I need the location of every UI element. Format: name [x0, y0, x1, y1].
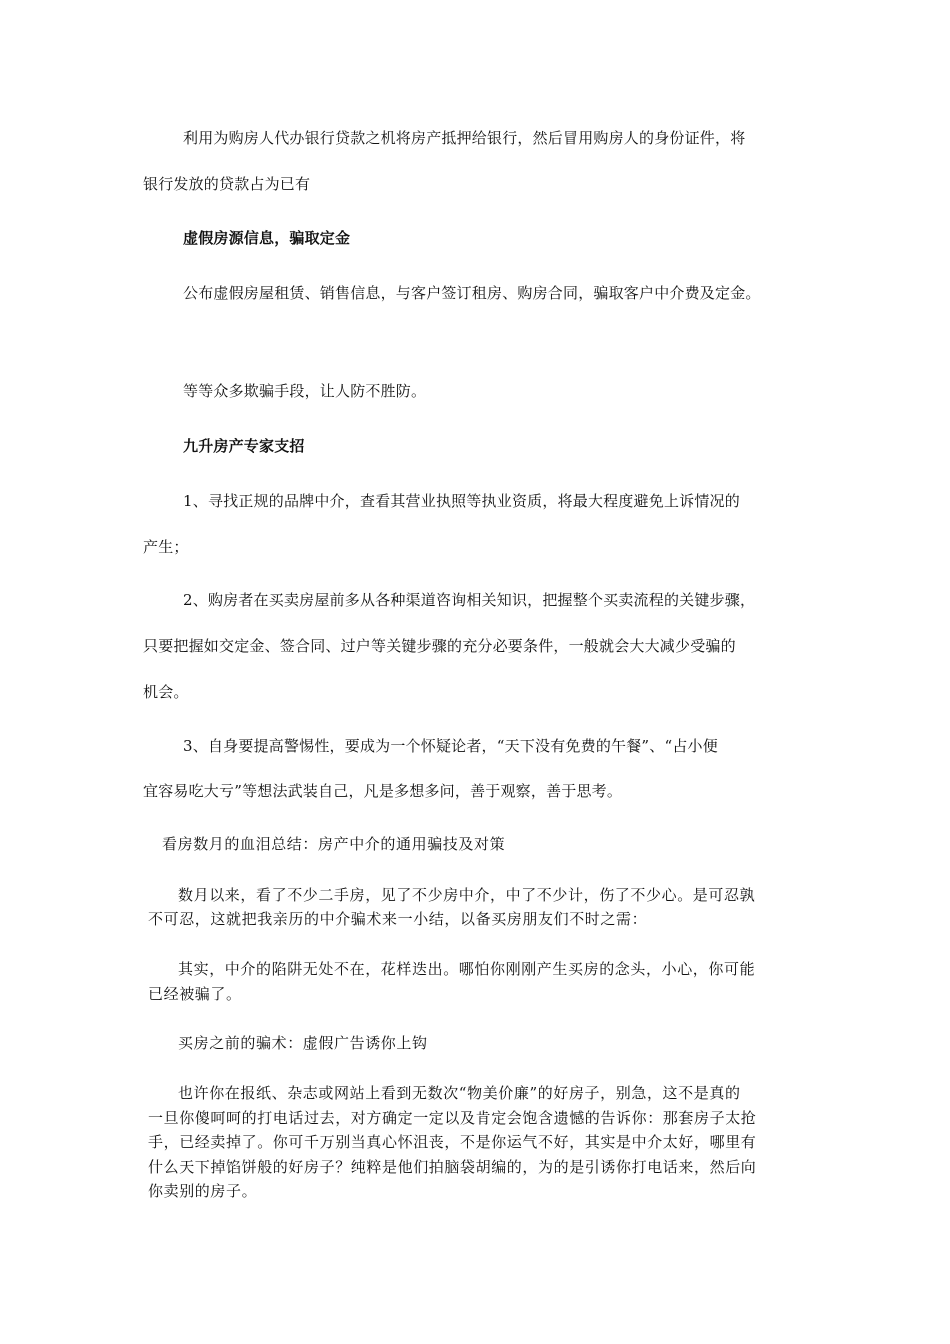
tip-3-line-2: 宜容易吃大亏”等想法武装自己，凡是多想多问，善于观察，善于思考。	[143, 782, 623, 800]
tip-1-line-1: 1、寻找正规的品牌中介，查看其营业执照等执业资质，将最大程度避免上诉情况的	[183, 492, 740, 510]
paragraph-many-tricks: 等等众多欺骗手段，让人防不胜防。	[183, 382, 427, 400]
subheading-fake-ads: 买房之前的骗术：虚假广告诱你上钩	[178, 1034, 428, 1052]
fake-ads-paragraph-line-5: 你卖别的房子。	[148, 1182, 258, 1200]
intro-paragraph-line-2: 不可忍，这就把我亲历的中介骗术来一小结，以备买房朋友们不时之需：	[148, 910, 648, 928]
tip-3-line-1: 3、自身要提高警惕性，要成为一个怀疑论者，“天下没有免费的午餐”、“占小便	[183, 737, 718, 755]
heading-fake-listings: 虚假房源信息，骗取定金	[183, 229, 351, 247]
tip-2-line-3: 机会。	[143, 683, 189, 701]
fake-ads-paragraph-line-2: 一旦你傻呵呵的打电话过去，对方确定一定以及肯定会饱含遗憾的告诉你：那套房子太抢	[148, 1109, 757, 1127]
traps-paragraph-line-1: 其实，中介的陷阱无处不在，花样迭出。哪怕你刚刚产生买房的念头，小心，你可能	[178, 960, 756, 978]
tip-2-line-2: 只要把握如交定金、签合同、过户等关键步骤的充分必要条件，一般就会大大减少受骗的	[143, 637, 736, 655]
fake-ads-paragraph-line-4: 什么天下掉馅饼般的好房子？纯粹是他们拍脑袋胡编的，为的是引诱你打电话来，然后向	[148, 1158, 757, 1176]
traps-paragraph-line-2: 已经被骗了。	[148, 985, 242, 1003]
paragraph-fake-listings: 公布虚假房屋租赁、销售信息，与客户签订租房、购房合同，骗取客户中介费及定金。	[183, 284, 761, 302]
fake-ads-paragraph-line-3: 手，已经卖掉了。你可千万别当真心怀沮丧，不是你运气不好，其实是中介太好，哪里有	[148, 1133, 757, 1151]
tip-2-line-1: 2、购房者在买卖房屋前多从各种渠道咨询相关知识，把握整个买卖流程的关键步骤，	[183, 591, 756, 609]
article-title: 看房数月的血泪总结：房产中介的通用骗技及对策	[162, 835, 506, 853]
heading-expert-tips: 九升房产专家支招	[183, 437, 305, 455]
tip-1-line-2: 产生；	[143, 538, 189, 556]
fake-ads-paragraph-line-1: 也许你在报纸、杂志或网站上看到无数次“物美价廉”的好房子，别急，这不是真的	[178, 1084, 741, 1102]
intro-paragraph-line-1: 数月以来，看了不少二手房，见了不少房中介，中了不少计，伤了不少心。是可忍孰	[178, 886, 756, 904]
paragraph-loan-fraud-line-2: 银行发放的贷款占为已有	[143, 175, 311, 193]
paragraph-loan-fraud-line-1: 利用为购房人代办银行贷款之机将房产抵押给银行，然后冒用购房人的身份证件，将	[183, 129, 746, 147]
